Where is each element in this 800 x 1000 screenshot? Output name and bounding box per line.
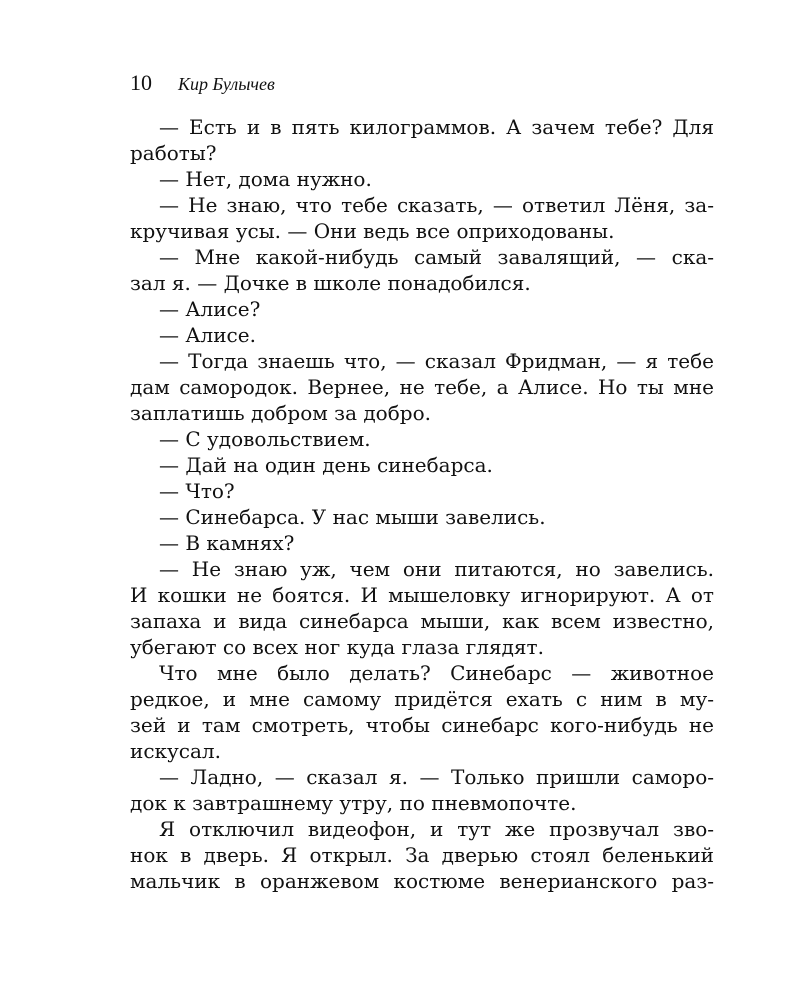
text-line: зей и там смотреть, чтобы синебарс кого-нибудь не <box>130 713 714 737</box>
text-line: — В камнях? <box>159 531 295 555</box>
text-line: — Не знаю уж, чем они питаются, но завелись. <box>159 557 714 581</box>
text-line: — Алисе? <box>159 297 261 321</box>
body-text <box>130 114 714 894</box>
text-line: Что мне было делать? Синебарс — животное <box>159 661 714 685</box>
text-line: — Нет, дома нужно. <box>159 167 372 191</box>
text-line: — Тогда знаешь что, — сказал Фридман, — я тебе <box>159 349 714 373</box>
text-line: заплатишь добром за добро. <box>130 401 431 425</box>
text-line: мальчик в оранжевом костюме венерианского раз- <box>130 869 714 893</box>
text-line: — Синебарса. У нас мыши завелись. <box>159 505 546 529</box>
text-line: — Есть и в пять килограммов. А зачем тебе? Для <box>159 115 714 139</box>
text-line: запаха и вида синебарса мыши, как всем известно, <box>130 609 714 633</box>
text-line: — Мне какой-нибудь самый завалящий, — ска- <box>159 245 714 269</box>
text-line: — С удовольствием. <box>159 427 371 451</box>
text-line: — Что? <box>159 479 235 503</box>
text-line: — Алисе. <box>159 323 256 347</box>
text-line: редкое, и мне самому придётся ехать с ним в му- <box>130 687 714 711</box>
text-line: кручивая усы. — Они ведь все оприходованы. <box>130 219 615 243</box>
text-line: И кошки не боятся. И мышеловку игнорируют. А от <box>130 583 714 607</box>
text-line: Я отключил видеофон, и тут же прозвучал зво- <box>159 817 714 841</box>
text-line: искусал. <box>130 739 221 763</box>
text-line: док к завтрашнему утру, по пневмопочте. <box>130 791 577 815</box>
text-line: убегают со всех ног куда глаза глядят. <box>130 635 544 659</box>
text-line: — Не знаю, что тебе сказать, — ответил Лёня, за- <box>159 193 714 217</box>
running-head <box>130 68 275 98</box>
text-line: зал я. — Дочке в школе понадобился. <box>130 271 531 295</box>
text-line: — Ладно, — сказал я. — Только пришли самоpo- <box>159 765 714 789</box>
text-line: — Дай на один день синебарса. <box>159 453 493 477</box>
text-line: нок в дверь. Я открыл. За дверью стоял беленький <box>130 843 714 867</box>
text-line: работы? <box>130 141 217 165</box>
page-number: 10 <box>130 70 152 95</box>
author-name: Кир Булычев <box>178 74 275 94</box>
text-line: дам самородок. Вернее, не тебе, а Алисе. Но ты мне <box>130 375 714 399</box>
